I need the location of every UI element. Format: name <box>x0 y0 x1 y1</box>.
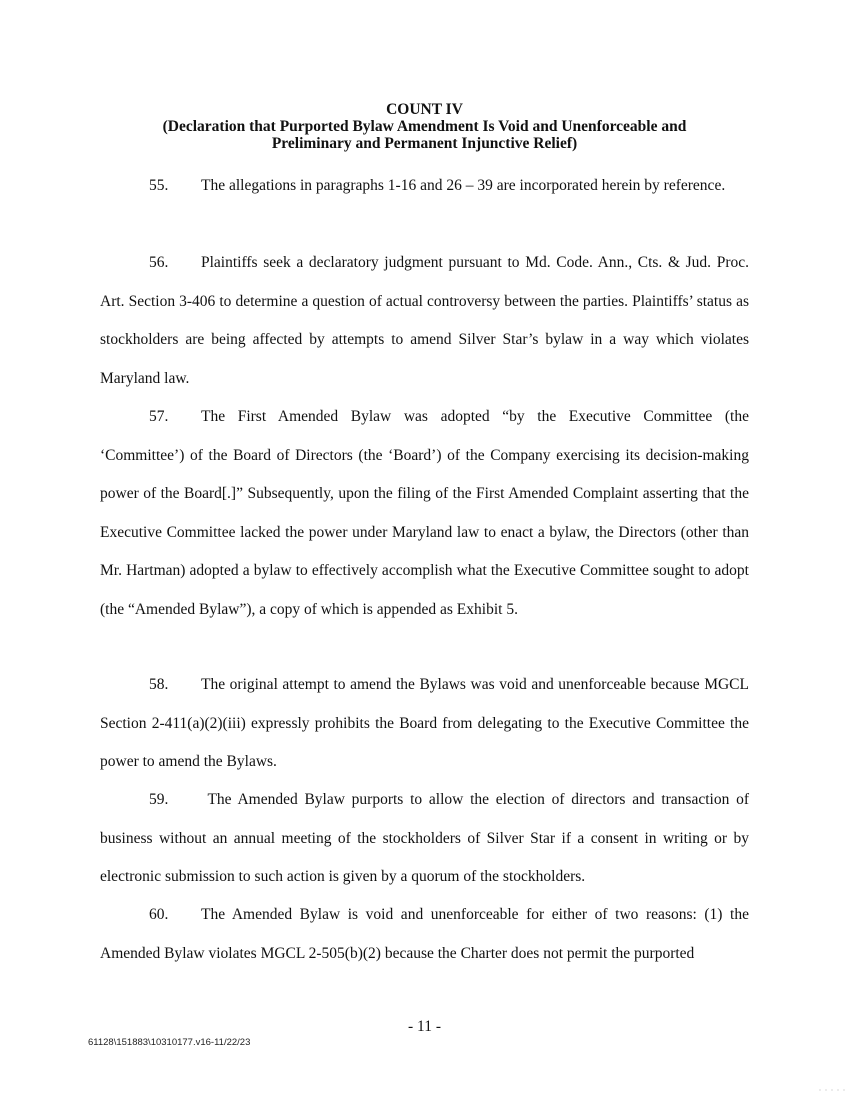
paragraph-text: The allegations in paragraphs 1-16 and 26 – 39 are incorporated herein by reference. <box>201 177 726 194</box>
count-subtitle-line-2: Preliminary and Permanent Injunctive Relief) <box>271 135 578 152</box>
paragraph-number: 60. <box>149 906 169 923</box>
paragraph-number: 57. <box>149 408 169 425</box>
paragraph-59 <box>100 781 749 897</box>
paragraph-55 <box>100 167 749 206</box>
corner-dots-icon <box>817 1086 845 1094</box>
document-id: 61128\151883\10310177.v16-11/22/23 <box>88 1037 251 1048</box>
paragraph-58 <box>100 666 749 782</box>
paragraph-number: 58. <box>149 676 169 693</box>
paragraph-57 <box>100 398 749 629</box>
paragraph-56 <box>100 244 749 398</box>
paragraph-number: 56. <box>149 254 169 271</box>
paragraph-text: The Amended Bylaw purports to allow the election of directors and transaction of business without an annual meeting of the stockholders of Silver Star if a consent in writing or by electronic submission to such action is given by a quorum of the stockholders. <box>100 791 749 885</box>
paragraph-number: 59. <box>149 791 169 808</box>
count-title: COUNT IV <box>386 101 463 118</box>
page-number: - 11 - <box>408 1018 441 1035</box>
count-subtitle-line-1: (Declaration that Purported Bylaw Amendment Is Void and Unenforceable and <box>162 118 687 135</box>
paragraph-text: Plaintiffs seek a declaratory judgment pursuant to Md. Code. Ann., Cts. & Jud. Proc. Art. Section 3-406 to determine a question of actual controversy between the parties. Plaintiffs’ status as stockholders are being affected by attempts to amend Silver Star’s bylaw in a way which violates Maryland law. <box>100 254 749 387</box>
paragraph-text: The First Amended Bylaw was adopted “by the Executive Committee (the ‘Committee’) of the Board of Directors (the ‘Board’) of the Company exercising its decision-making power of the Board[.]” Subsequently, upon the filing of the First Amended Complaint asserting that the Executive Committee lacked the power under Maryland law to enact a bylaw, the Directors (other than Mr. Hartman) adopted a bylaw to effectively accomplish what the Executive Committee sought to adopt (the “Amended Bylaw”), a copy of which is appended as Exhibit 5. <box>100 408 749 618</box>
paragraph-number: 55. <box>149 177 169 194</box>
count-heading <box>100 101 749 152</box>
paragraph-text: The original attempt to amend the Bylaws was void and unenforceable because MGCL Section 2-411(a)(2)(iii) expressly prohibits the Board from delegating to the Executive Committee the power to amend the Bylaws. <box>100 676 749 770</box>
paragraph-text: The Amended Bylaw is void and unenforceable for either of two reasons: (1) the Amended Bylaw violates MGCL 2-505(b)(2) because the Charter does not permit the purported <box>100 906 749 962</box>
paragraph-60 <box>100 896 749 973</box>
